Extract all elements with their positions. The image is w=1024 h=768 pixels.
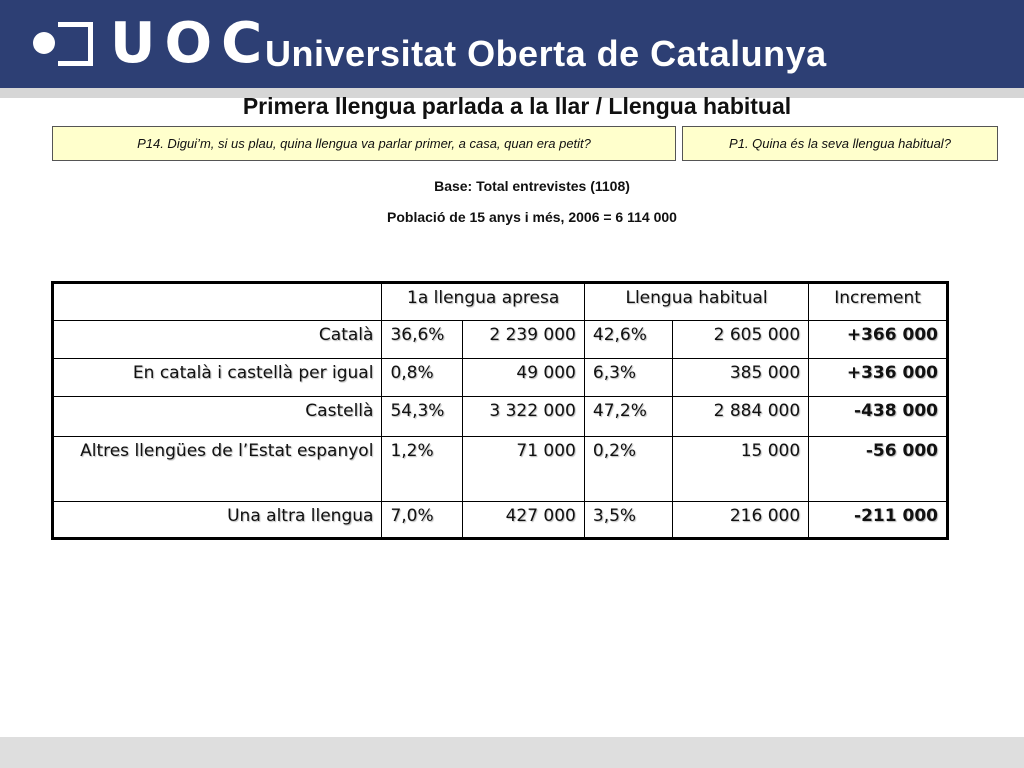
hab-pct-cell: 42,6% [584,321,672,359]
table-header-row [53,283,948,321]
increment-cell: +336 000 [809,359,948,397]
footer-strip [0,737,1024,768]
row-label: Una altra llengua [53,502,382,539]
first-num-cell: 427 000 [463,502,585,539]
question-box-p14: P14. Digui’m, si us plau, quina llengua va parlar primer, a casa, quan era petit? [52,126,676,161]
increment-cell: +366 000 [809,321,948,359]
first-pct-cell: 0,8% [382,359,463,397]
hab-num-cell: 2 884 000 [672,397,808,437]
hab-pct-cell: 0,2% [584,437,672,502]
first-num-cell: 2 239 000 [463,321,585,359]
hab-pct-cell: 47,2% [584,397,672,437]
hab-num-cell: 2 605 000 [672,321,808,359]
header-bar [0,0,1024,88]
logo-dot-icon [33,32,55,54]
header-increment: Increment [809,283,948,321]
header-habitual-language: Llengua habitual [584,283,808,321]
row-label: En català i castellà per igual [53,359,382,397]
question-box-p1: P1. Quina és la seva llengua habitual? [682,126,998,161]
first-num-cell: 49 000 [463,359,585,397]
header-empty-cell [53,283,382,321]
increment-cell: -56 000 [809,437,948,502]
university-name: Universitat Oberta de Catalunya [265,33,827,74]
table-row [53,359,948,397]
hab-pct-cell: 3,5% [584,502,672,539]
base-note: Base: Total entrevistes (1108) [434,178,630,194]
hab-pct-cell: 6,3% [584,359,672,397]
logo-frame-icon [58,22,93,66]
hab-num-cell: 216 000 [672,502,808,539]
increment-cell: -211 000 [809,502,948,539]
hab-num-cell: 385 000 [672,359,808,397]
first-pct-cell: 54,3% [382,397,463,437]
first-num-cell: 71 000 [463,437,585,502]
row-label: Català [53,321,382,359]
hab-num-cell: 15 000 [672,437,808,502]
first-pct-cell: 7,0% [382,502,463,539]
table-row [53,321,948,359]
population-note: Població de 15 anys i més, 2006 = 6 114 000 [387,209,677,225]
first-pct-cell: 36,6% [382,321,463,359]
first-num-cell: 3 322 000 [463,397,585,437]
increment-cell: -438 000 [809,397,948,437]
table-row [53,397,948,437]
logo-text: UOC [110,11,272,76]
row-label: Altres llengües de l’Estat espanyol [53,437,382,502]
header-first-language: 1a llengua apresa [382,283,584,321]
first-pct-cell: 1,2% [382,437,463,502]
slide-title: Primera llengua parlada a la llar / Llengua habitual [242,93,792,119]
table-row [53,437,948,502]
row-label: Castellà [53,397,382,437]
table-row [53,502,948,539]
data-table [51,281,949,540]
